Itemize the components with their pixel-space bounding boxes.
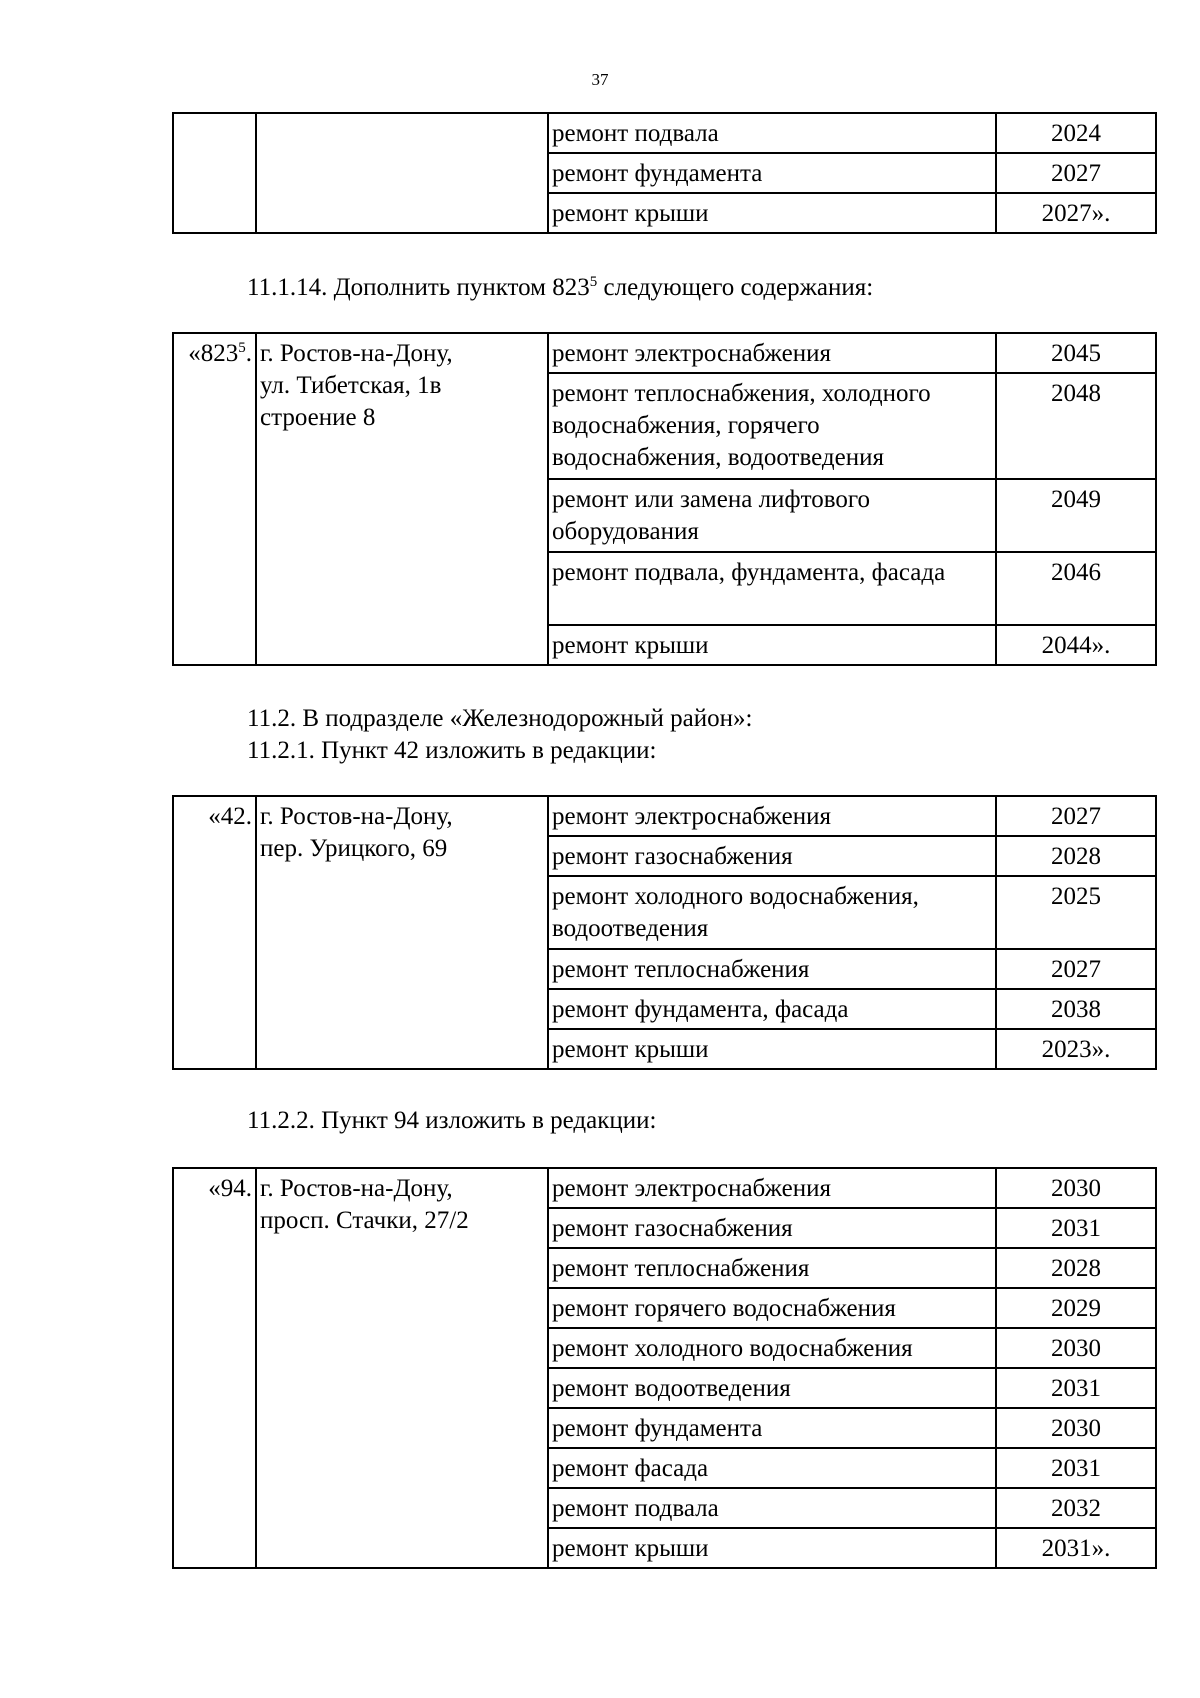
work-cell: ремонт крыши bbox=[548, 193, 996, 233]
work-cell: ремонт фундамента, фасада bbox=[548, 989, 996, 1029]
work-cell: ремонт крыши bbox=[548, 625, 996, 665]
item-823-5-table bbox=[172, 332, 1157, 666]
year-cell: 2049 bbox=[996, 479, 1156, 552]
year-cell: 2024 bbox=[996, 113, 1156, 153]
work-cell: ремонт теплоснабжения bbox=[548, 949, 996, 989]
work-cell: ремонт холодного водоснабжения bbox=[548, 1328, 996, 1368]
item-number-cell: «94. bbox=[173, 1168, 256, 1568]
work-cell: ремонт газоснабжения bbox=[548, 1208, 996, 1248]
work-cell: ремонт газоснабжения bbox=[548, 836, 996, 876]
work-cell: ремонт фундамента bbox=[548, 153, 996, 193]
year-cell: 2025 bbox=[996, 876, 1156, 949]
page-number: 37 bbox=[591, 70, 609, 89]
year-cell: 2031». bbox=[996, 1528, 1156, 1568]
work-cell: ремонт водоотведения bbox=[548, 1368, 996, 1408]
paragraph-11-2: 11.2. В подразделе «Железнодорожный район»: bbox=[247, 705, 753, 732]
address-cell: г. Ростов-на-Дону, просп. Стачки, 27/2 bbox=[256, 1168, 548, 1568]
item-number-suffix: . bbox=[245, 340, 252, 367]
work-cell: ремонт фасада bbox=[548, 1448, 996, 1488]
work-cell: ремонт холодного водоснабжения, водоотведения bbox=[548, 876, 996, 949]
table-row bbox=[173, 333, 1156, 373]
item-number-cell bbox=[173, 113, 256, 233]
year-cell: 2045 bbox=[996, 333, 1156, 373]
work-cell: ремонт фундамента bbox=[548, 1408, 996, 1448]
year-cell: 2029 bbox=[996, 1288, 1156, 1328]
table-row bbox=[173, 1168, 1156, 1208]
year-cell: 2030 bbox=[996, 1408, 1156, 1448]
work-cell: ремонт крыши bbox=[548, 1029, 996, 1069]
year-cell: 2027 bbox=[996, 949, 1156, 989]
year-cell: 2031 bbox=[996, 1208, 1156, 1248]
year-cell: 2027 bbox=[996, 153, 1156, 193]
item-42-table bbox=[172, 795, 1157, 1070]
work-cell: ремонт электроснабжения bbox=[548, 333, 996, 373]
continuation-table bbox=[172, 112, 1157, 234]
address-cell: г. Ростов-на-Дону, ул. Тибетская, 1в строение 8 bbox=[256, 333, 548, 665]
work-cell: ремонт теплоснабжения bbox=[548, 1248, 996, 1288]
work-cell: ремонт горячего водоснабжения bbox=[548, 1288, 996, 1328]
year-cell: 2038 bbox=[996, 989, 1156, 1029]
year-cell: 2030 bbox=[996, 1168, 1156, 1208]
address-cell: г. Ростов-на-Дону, пер. Урицкого, 69 bbox=[256, 796, 548, 1069]
superscript: 5 bbox=[238, 340, 246, 356]
year-cell: 2028 bbox=[996, 1248, 1156, 1288]
paragraph-text: следующего содержания: bbox=[597, 274, 874, 301]
year-cell: 2030 bbox=[996, 1328, 1156, 1368]
year-cell: 2028 bbox=[996, 836, 1156, 876]
year-cell: 2023». bbox=[996, 1029, 1156, 1069]
table-row bbox=[173, 113, 1156, 153]
year-cell: 2046 bbox=[996, 552, 1156, 625]
paragraph-11-1-14 bbox=[247, 272, 873, 304]
year-cell: 2031 bbox=[996, 1448, 1156, 1488]
paragraph-11-2-2: 11.2.2. Пункт 94 изложить в редакции: bbox=[247, 1107, 657, 1134]
year-cell: 2027 bbox=[996, 796, 1156, 836]
superscript: 5 bbox=[589, 274, 598, 290]
paragraph-11-2-1: 11.2.1. Пункт 42 изложить в редакции: bbox=[247, 737, 657, 764]
address-cell bbox=[256, 113, 548, 233]
work-cell: ремонт подвала bbox=[548, 113, 996, 153]
year-cell: 2032 bbox=[996, 1488, 1156, 1528]
year-cell: 2048 bbox=[996, 373, 1156, 479]
year-cell: 2044». bbox=[996, 625, 1156, 665]
work-cell: ремонт теплоснабжения, холодного водоснабжения, горячего водоснабжения, водоотведения bbox=[548, 373, 996, 479]
year-cell: 2027». bbox=[996, 193, 1156, 233]
work-cell: ремонт крыши bbox=[548, 1528, 996, 1568]
work-cell: ремонт электроснабжения bbox=[548, 796, 996, 836]
item-94-table bbox=[172, 1167, 1157, 1569]
paragraph-text: 11.1.14. Дополнить пунктом 823 bbox=[247, 274, 590, 301]
table-row bbox=[173, 796, 1156, 836]
item-number: «823 bbox=[188, 340, 239, 367]
year-cell: 2031 bbox=[996, 1368, 1156, 1408]
work-cell: ремонт или замена лифтового оборудования bbox=[548, 479, 996, 552]
item-number-cell bbox=[173, 333, 256, 665]
work-cell: ремонт электроснабжения bbox=[548, 1168, 996, 1208]
work-cell: ремонт подвала, фундамента, фасада bbox=[548, 552, 996, 625]
work-cell: ремонт подвала bbox=[548, 1488, 996, 1528]
item-number-cell: «42. bbox=[173, 796, 256, 1069]
